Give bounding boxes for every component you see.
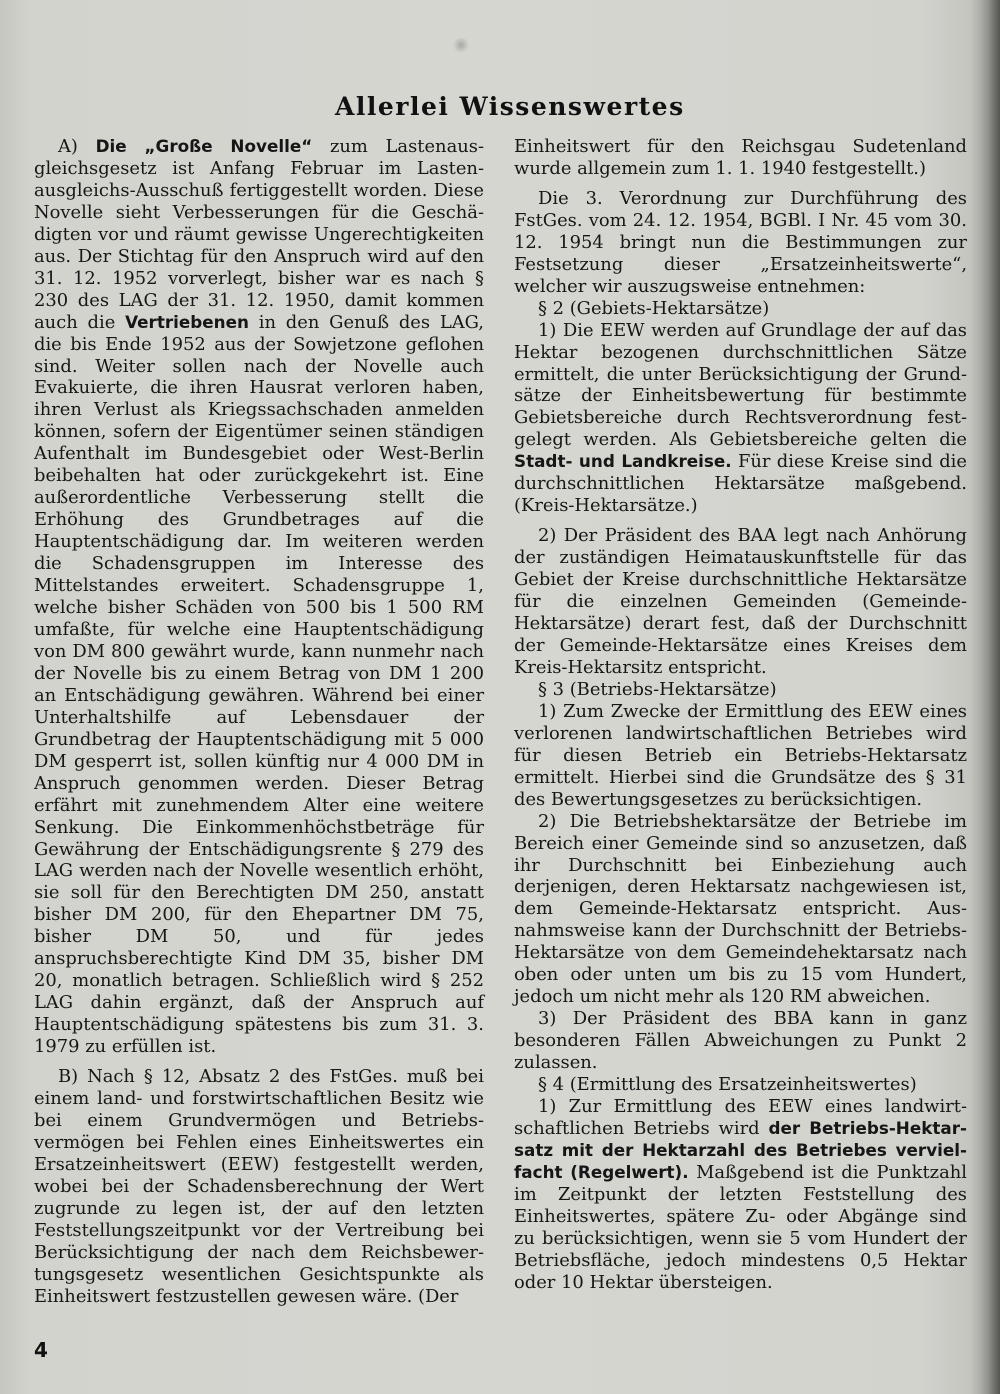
right-column	[514, 136, 967, 1294]
section-2-paragraph-1-bold: Stadt- und Landkreise.	[514, 451, 732, 472]
section-4-heading: § 4 (Ermittlung des Ersatzeinheitswertes)	[538, 1074, 917, 1096]
section-2-paragraph-1-text-1: 1) Die EEW werden auf Grundlage der auf das Hektar bezogenen durchschnittlichen Sätze ermittelt, die unter Berücksichtigung der Grundsätze der Einheitsbewertung für bestimmte Gebietsbereiche durch Rechtsverordnung festgelegt werden. Als Gebietsbereiche gelten die	[514, 319, 967, 451]
paragraph-a-bold-title: Die „Große Novelle“	[95, 136, 313, 156]
paragraph-a-text-1: zum Lastenausgleichsgesetz ist Anfang Februar im Lastenausgleichs-Ausschuß fertiggestellt worden. Diese Novelle sieht Verbesserungen für die Geschädigten vor und räumt gewisse Ungerechtigkeiten aus. Der Stichtag für den Anspruch wird auf den 31. 12. 1952 vorverlegt, bisher war es nach § 230 des LAG der 31. 12. 1950, damit kommen auch die	[34, 136, 484, 333]
section-2-heading: § 2 (Gebiets-Hektarsätze)	[538, 297, 770, 319]
section-3-heading: § 3 (Betriebs-Hektarsätze)	[538, 678, 777, 700]
section-3-paragraph-2: 2) Die Betriebshektarsätze der Betriebe im Bereich einer Gemeinde sind so anzusetzen, daß ihr Durchschnitt bei Einbeziehung auch derjenigen, deren Hektarsatz nachgewiesen ist, dem Gemeinde-Hektarsatz entspricht. Ausnahmsweise kann der Durchschnitt der Betriebs-Hektarsätze von dem Gemeindehektarsatz nach oben oder unten um bis zu 15 vom Hundert, jedoch um nicht mehr als 120 RM abweichen.	[514, 810, 967, 1008]
section-4-paragraph-1-text-2: Maßgebend ist die Punktzahl im Zeitpunkt der letzten Feststellung des Einheitswertes, spätere Zu- oder Abgänge sind zu berücksichtigen, wenn sie 5 vom Hundert der Betriebsfläche, jedoch mindestens 0,5 Hektar oder 10 Hektar übersteigen.	[514, 1161, 967, 1293]
paragraph-continuation: Einheitswert für den Reichsgau Sudetenland wurde allgemein zum 1. 1. 1940 festgestellt.)	[514, 136, 967, 179]
page-gutter-shadow	[970, 0, 1000, 1394]
paragraph-a	[34, 136, 484, 1058]
section-2-paragraph-2: 2) Der Präsident des BAA legt nach Anhörung der zuständigen Heimatauskunftstelle für das Gebiet der Kreise durchschnittliche Hektarsätze für die einzelnen Gemeinden (Gemeinde-Hektarsätze) derart fest, daß der Durchschnitt der Gemeinde-Hektarsätze eines Kreises dem Kreis-Hektarsitz entspricht.	[514, 525, 967, 678]
print-blemish	[452, 38, 470, 52]
section-2-paragraph-1	[514, 320, 967, 518]
section-2-paragraph-1-text-2: Für diese Kreise sind die durchschnittlichen Hektarsätze maßgebend. (Kreis-Hektarsätze.)	[514, 451, 967, 517]
paragraph-a-bold-vertriebene: Vertriebenen	[125, 311, 249, 332]
paragraph-verordnung: Die 3. Verordnung zur Durchführung des FstGes. vom 24. 12. 1954, BGBl. I Nr. 45 vom 30. 12. 1954 bringt nun die Bestimmungen zur Festsetzung dieser „Ersatzeinheitswerte“, welcher wir auszugsweise entnehmen:	[514, 187, 967, 297]
section-4-paragraph-1	[514, 1096, 967, 1294]
section-4-paragraph-1-text-1: 1) Zur Ermittlung des EEW eines landwirtschaftlichen Betriebs wird	[514, 1095, 967, 1139]
section-3-paragraph-3: 3) Der Präsident des BBA kann in ganz besonderen Fällen Abweichungen zu Punkt 2 zulassen.	[514, 1008, 967, 1074]
paragraph-b: B) Nach § 12, Absatz 2 des FstGes. muß bei einem land- und forstwirtschaftlichen Besitz wie bei einem Grundvermögen und Betriebsvermögen bei Fehlen eines Einheitswertes ein Ersatzeinheitswert (EEW) festgestellt werden, wobei bei der Schadensberechnung der Wert zugrunde zu legen ist, der auf den letzten Feststellungszeitpunkt vor der Vertreibung bei Berücksichtigung der nach dem Reichsbewertungsgesetz wesentlichen Gesichtspunkte als Einheitswert festzustellen gewesen wäre. (Der	[34, 1066, 484, 1307]
page-number: 4	[34, 1338, 48, 1362]
paragraph-a-label: A)	[58, 136, 96, 157]
paragraph-a-text-2: in den Genuß des LAG, die bis Ende 1952 aus der Sowjetzone geflohen sind. Weiter sollen nach der Novelle auch Evakuierte, die ihren Hausrat verloren haben, ihren Verlust als Kriegssachschaden anmelden können, sofern der Eigentümer seinen ständigen Aufenthalt im Bundesgebiet oder West-Berlin beibehalten hat oder zurückgekehrt ist. Eine außerordentliche Verbesserung stellt die Erhöhung des Grundbetrages auf die Hauptentschädigung dar. Im weiteren werden die Schadensgruppen im Interesse des Mittelstandes erweitert. Schadensgruppe 1, welche bisher Schäden von 500 bis 1 500 RM umfaßte, für welche eine Hauptentschädigung von DM 800 gewährt wurde, kann nunmehr nach der Novelle bis zu einem Betrag von DM 1 200 an Entschädigung gewähren. Während bei einer Unterhaltshilfe auf Lebensdauer der Grundbetrag der Hauptentschädigung mit 5 000 DM gesperrt ist, sollen künftig nur 4 000 DM in Anspruch genommen werden. Dieser Betrag erfährt mit zunehmendem Alter eine weitere Senkung. Die Einkommenhöchstbeträge für Gewährung der Entschädigungsrente § 279 des LAG werden nach der Novelle wesentlich erhöht, sie soll für den Berechtigten DM 250, anstatt bisher DM 200, für den Ehepartner DM 75, bisher DM 50, und für jedes anspruchsberechtigte Kind DM 35, bisher DM 20, monatlich betragen. Schließlich wird § 252 LAG dahin ergänzt, daß der Anspruch auf Hauptentschädigung spätestens bis zum 31. 3. 1979 zu erfüllen ist.	[34, 311, 484, 1058]
section-4-paragraph-1-bold: der Betriebs-Hektarsatz mit der Hektarzahl des Betriebes vervielfacht (Regelwert).	[514, 1117, 967, 1182]
left-column	[34, 136, 484, 1308]
section-3-paragraph-1: 1) Zum Zwecke der Ermittlung des EEW eines verlorenen landwirtschaftlichen Betriebes wird für diesen Betrieb ein Betriebs-Hektarsatz ermittelt. Hierbei sind die Grundsätze des § 31 des Bewertungsgesetzes zu berücksichtigen.	[514, 700, 967, 810]
page-title: Allerlei Wissenswertes	[335, 92, 685, 121]
